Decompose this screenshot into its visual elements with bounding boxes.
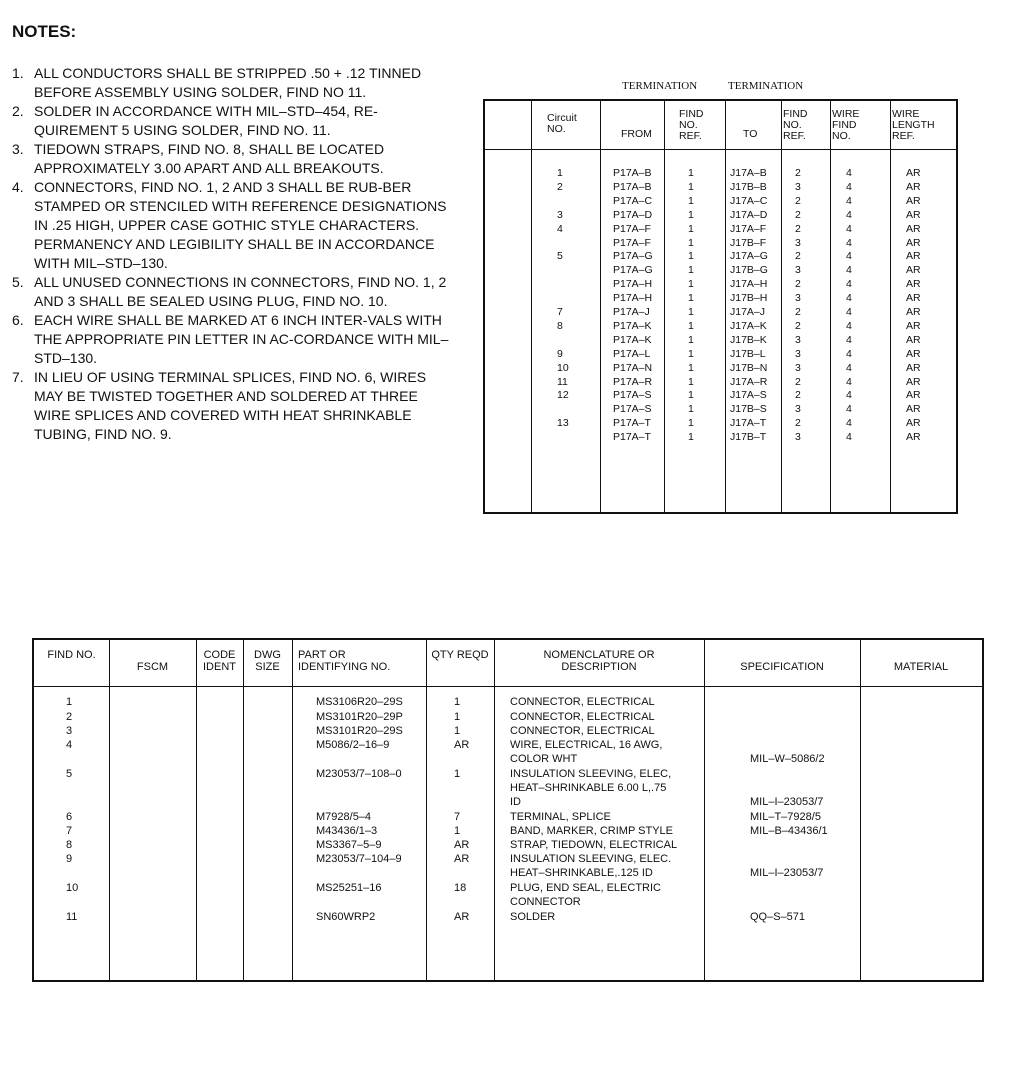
from-find-ref-cell: 1: [688, 375, 694, 388]
circuit-no-cell: 7: [557, 306, 563, 318]
circuit-no-cell: 8: [557, 319, 563, 332]
note-item: [12, 273, 452, 311]
from-find-ref-cell: 1: [688, 431, 694, 444]
part-no-cell: MS3101R20–29P: [316, 710, 403, 723]
to-cell: J17B–F: [730, 236, 767, 249]
to-find-ref-cell: 2: [795, 250, 801, 263]
specification-cell: MIL–I–23053/7: [750, 867, 824, 880]
wire-length-cell: AR: [906, 222, 921, 235]
to-cell: J17B–B: [730, 180, 767, 193]
wire-find-cell: 4: [846, 333, 852, 346]
description-cell: PLUG, END SEAL, ELECTRIC CONNECTOR: [510, 882, 661, 909]
specification-cell: QQ–S–571: [750, 911, 806, 923]
note-item: [12, 368, 452, 444]
from-find-ref-cell: 1: [688, 347, 694, 360]
from-find-ref-cell: 1: [688, 333, 694, 346]
to-cell: J17B–L: [730, 347, 766, 360]
find-no-cell: 3: [66, 725, 73, 737]
to-find-ref-cell: 2: [795, 306, 801, 318]
to-find-ref-cell: 3: [795, 333, 801, 346]
header-circuit-no: Circuit NO.: [547, 112, 577, 135]
to-cell: J17A–G: [730, 250, 768, 263]
header-qty: QTY REQD: [431, 649, 489, 661]
wire-find-cell: 4: [846, 389, 852, 402]
from-find-ref-cell: 1: [688, 278, 694, 291]
qty-cell: AR: [454, 911, 470, 923]
notes-title: NOTES:: [12, 22, 77, 41]
find-no-cell: 1: [66, 696, 73, 708]
header-to: TO: [743, 128, 758, 140]
from-cell: P17A–G: [613, 250, 653, 263]
to-cell: J17A–S: [730, 389, 767, 402]
to-cell: J17B–S: [730, 403, 767, 416]
to-find-ref-cell: 3: [795, 361, 801, 374]
part-no-cell: SN60WRP2: [316, 911, 376, 923]
part-no-cell: M7928/5–4: [316, 811, 372, 823]
qty-cell: AR: [454, 853, 470, 865]
part-no-cell: M23053/7–104–9: [316, 853, 402, 865]
from-cell: P17A–D: [613, 208, 653, 221]
header-find-no: FIND NO.: [47, 649, 96, 661]
circuit-no-cell: 10: [557, 361, 569, 374]
wire-find-cell: 4: [846, 347, 852, 360]
from-find-ref-cell: 1: [688, 180, 694, 193]
termination-to-label: TERMINATION: [728, 80, 804, 92]
circuit-table: [483, 99, 958, 514]
header-material: MATERIAL: [893, 661, 949, 673]
to-find-ref-cell: 2: [795, 194, 801, 207]
specification-cell: MIL–B–43436/1: [750, 825, 828, 837]
wire-find-cell: 4: [846, 236, 852, 249]
wire-find-cell: 4: [846, 431, 852, 444]
to-find-ref-cell: 3: [795, 431, 801, 444]
note-number: 1.: [12, 65, 24, 81]
circuit-no-cell: 12: [557, 389, 569, 402]
to-find-ref-cell: 2: [795, 417, 801, 430]
note-number: 6.: [12, 312, 24, 328]
circuit-no-cell: 3: [557, 208, 563, 221]
header-find-ref-from: FIND NO. REF.: [679, 108, 704, 142]
from-cell: P17A–H: [613, 292, 653, 305]
from-cell: P17A–S: [613, 403, 652, 416]
find-no-cell: 6: [66, 811, 73, 823]
description-cell: CONNECTOR, ELECTRICAL: [510, 710, 655, 723]
description-cell: INSULATION SLEEVING, ELEC, HEAT–SHRINKABLE 6.00 L,.75 ID: [510, 768, 672, 809]
part-no-cell: MS3367–5–9: [316, 839, 382, 851]
wire-find-cell: 4: [846, 167, 852, 179]
note-number: 7.: [12, 369, 24, 385]
wire-length-cell: AR: [906, 292, 921, 305]
header-fscm: FSCM: [136, 661, 169, 673]
from-cell: P17A–G: [613, 264, 653, 277]
header-code-ident: CODE IDENT: [203, 649, 236, 673]
wire-find-cell: 4: [846, 306, 852, 318]
from-cell: P17A–K: [613, 333, 652, 346]
from-find-ref-cell: 1: [688, 319, 694, 332]
wire-find-cell: 4: [846, 319, 852, 332]
circuit-no-cell: 11: [557, 375, 568, 388]
from-find-ref-cell: 1: [688, 264, 694, 277]
description-cell: TERMINAL, SPLICE: [510, 811, 611, 823]
to-find-ref-cell: 3: [795, 180, 801, 193]
wire-length-cell: AR: [906, 389, 921, 402]
find-no-cell: 4: [66, 739, 73, 751]
circuit-no-cell: 4: [557, 222, 563, 235]
to-find-ref-cell: 3: [795, 403, 801, 416]
note-text: TIEDOWN STRAPS, FIND NO. 8, SHALL BE LOCATED APPROXIMATELY 3.00 APART AND ALL BREAKOUTS.: [34, 141, 385, 176]
header-from: FROM: [621, 128, 652, 140]
note-item: [12, 140, 452, 178]
wire-length-cell: AR: [906, 180, 921, 193]
from-cell: P17A–F: [613, 222, 651, 235]
to-cell: J17B–G: [730, 264, 768, 277]
from-find-ref-cell: 1: [688, 403, 694, 416]
note-number: 5.: [12, 274, 24, 290]
wire-find-cell: 4: [846, 180, 852, 193]
description-cell: CONNECTOR, ELECTRICAL: [510, 725, 655, 737]
wire-length-cell: AR: [906, 167, 921, 179]
wire-find-cell: 4: [846, 417, 852, 430]
to-cell: J17A–F: [730, 222, 767, 235]
to-find-ref-cell: 3: [795, 264, 801, 277]
description-cell: SOLDER: [510, 911, 556, 923]
qty-cell: 1: [454, 696, 461, 708]
note-text: EACH WIRE SHALL BE MARKED AT 6 INCH INTER-VALS WITH THE APPROPRIATE PIN LETTER IN AC-CORDANCE WITH MIL–STD–130.: [34, 312, 449, 366]
from-cell: P17A–T: [613, 431, 651, 444]
wire-length-cell: AR: [906, 403, 921, 416]
part-no-cell: MS3101R20–29S: [316, 725, 403, 737]
from-find-ref-cell: 1: [688, 167, 694, 179]
wire-length-cell: AR: [906, 333, 921, 346]
wire-length-cell: AR: [906, 194, 921, 207]
to-find-ref-cell: 3: [795, 236, 801, 249]
to-cell: J17A–T: [730, 417, 767, 430]
note-text: ALL CONDUCTORS SHALL BE STRIPPED .50 + .12 TINNED BEFORE ASSEMBLY USING SOLDER, FIND NO 11.: [34, 65, 422, 100]
from-find-ref-cell: 1: [688, 389, 694, 402]
to-cell: J17A–H: [730, 278, 768, 291]
wire-length-cell: AR: [906, 250, 921, 263]
part-no-cell: M5086/2–16–9: [316, 739, 390, 751]
from-cell: P17A–F: [613, 236, 651, 249]
wire-find-cell: 4: [846, 250, 852, 263]
to-cell: J17B–H: [730, 292, 768, 305]
wire-find-cell: 4: [846, 292, 852, 305]
wire-find-cell: 4: [846, 375, 852, 388]
qty-cell: AR: [454, 739, 470, 751]
wire-length-cell: AR: [906, 208, 921, 221]
wire-find-cell: 4: [846, 278, 852, 291]
to-find-ref-cell: 3: [795, 292, 801, 305]
from-cell: P17A–L: [613, 347, 651, 360]
qty-cell: 1: [454, 710, 461, 723]
to-find-ref-cell: 2: [795, 389, 801, 402]
wire-length-cell: AR: [906, 319, 921, 332]
to-cell: J17A–J: [730, 306, 766, 318]
find-no-cell: 5: [66, 768, 73, 780]
header-dwg-size: DWG SIZE: [254, 649, 281, 673]
wire-find-cell: 4: [846, 264, 852, 277]
circuit-no-cell: 13: [557, 417, 569, 430]
wire-find-cell: 4: [846, 222, 852, 235]
description-cell: CONNECTOR, ELECTRICAL: [510, 696, 655, 708]
from-cell: P17A–B: [613, 167, 652, 179]
part-no-cell: M23053/7–108–0: [316, 768, 402, 780]
from-find-ref-cell: 1: [688, 236, 694, 249]
description-cell: BAND, MARKER, CRIMP STYLE: [510, 825, 673, 837]
from-cell: P17A–H: [613, 278, 653, 291]
termination-from-label: TERMINATION: [622, 80, 698, 92]
find-no-cell: 11: [66, 911, 78, 923]
wire-length-cell: AR: [906, 431, 921, 444]
to-find-ref-cell: 2: [795, 167, 801, 179]
part-no-cell: MS25251–16: [316, 882, 382, 894]
to-cell: J17A–R: [730, 375, 768, 388]
note-text: IN LIEU OF USING TERMINAL SPLICES, FIND NO. 6, WIRES MAY BE TWISTED TOGETHER AND SOLDERED AT THREE WIRE SPLICES AND COVERED WITH HEAT SHRINKABLE TUBING, FIND NO. 9.: [34, 369, 427, 442]
from-cell: P17A–T: [613, 417, 651, 430]
from-cell: P17A–R: [613, 375, 653, 388]
note-number: 2.: [12, 103, 24, 119]
from-find-ref-cell: 1: [688, 250, 694, 263]
circuit-no-cell: 1: [557, 167, 563, 179]
specification-cell: MIL–W–5086/2: [750, 753, 825, 766]
note-number: 4.: [12, 179, 24, 195]
wire-length-cell: AR: [906, 347, 921, 360]
wire-length-cell: AR: [906, 236, 921, 249]
from-find-ref-cell: 1: [688, 292, 694, 305]
wire-find-cell: 4: [846, 208, 852, 221]
note-text: ALL UNUSED CONNECTIONS IN CONNECTORS, FIND NO. 1, 2 AND 3 SHALL BE SEALED USING PLUG, FIND NO. 10.: [34, 274, 447, 309]
to-find-ref-cell: 2: [795, 208, 801, 221]
find-no-cell: 7: [66, 825, 73, 837]
parts-list-table: [32, 638, 984, 982]
find-no-cell: 9: [66, 853, 73, 865]
qty-cell: 1: [454, 768, 461, 780]
qty-cell: 7: [454, 811, 461, 823]
from-find-ref-cell: 1: [688, 306, 694, 318]
to-find-ref-cell: 3: [795, 347, 801, 360]
from-find-ref-cell: 1: [688, 361, 694, 374]
description-cell: INSULATION SLEEVING, ELEC. HEAT–SHRINKABLE,.125 ID: [510, 853, 672, 880]
from-cell: P17A–N: [613, 361, 653, 374]
to-cell: J17A–C: [730, 194, 768, 207]
note-item: [12, 102, 452, 140]
from-cell: P17A–J: [613, 306, 650, 318]
qty-cell: AR: [454, 839, 470, 851]
part-no-cell: MS3106R20–29S: [316, 696, 403, 708]
circuit-no-cell: 5: [557, 250, 563, 263]
note-item: [12, 64, 452, 102]
wire-length-cell: AR: [906, 361, 921, 374]
qty-cell: 1: [454, 725, 461, 737]
header-wire-find: WIRE FIND NO.: [832, 108, 860, 142]
wire-length-cell: AR: [906, 375, 921, 388]
header-find-ref-to: FIND NO. REF.: [783, 108, 808, 142]
to-cell: J17A–B: [730, 167, 767, 179]
header-wire-length: WIRE LENGTH REF.: [892, 108, 935, 142]
from-cell: P17A–K: [613, 319, 652, 332]
from-cell: P17A–B: [613, 180, 652, 193]
note-item: [12, 178, 452, 273]
to-cell: J17A–K: [730, 319, 767, 332]
wire-find-cell: 4: [846, 361, 852, 374]
to-find-ref-cell: 2: [795, 319, 801, 332]
part-no-cell: M43436/1–3: [316, 825, 378, 837]
wire-length-cell: AR: [906, 417, 921, 430]
from-find-ref-cell: 1: [688, 194, 694, 207]
wire-find-cell: 4: [846, 194, 852, 207]
note-item: [12, 311, 452, 368]
note-text: SOLDER IN ACCORDANCE WITH MIL–STD–454, RE-QUIREMENT 5 USING SOLDER, FIND NO. 11.: [34, 103, 378, 138]
qty-cell: 1: [454, 825, 461, 837]
qty-cell: 18: [454, 882, 467, 894]
circuit-no-cell: 2: [557, 180, 563, 193]
specification-cell: MIL–T–7928/5: [750, 811, 821, 823]
to-find-ref-cell: 2: [795, 222, 801, 235]
notes-list: [12, 64, 452, 444]
wire-find-cell: 4: [846, 403, 852, 416]
to-cell: J17B–T: [730, 431, 767, 444]
header-part-no: PART OR IDENTIFYING NO.: [298, 649, 391, 673]
to-find-ref-cell: 2: [795, 278, 801, 291]
circuit-no-cell: 9: [557, 347, 563, 360]
note-number: 3.: [12, 141, 24, 157]
description-cell: WIRE, ELECTRICAL, 16 AWG, COLOR WHT: [510, 739, 663, 766]
find-no-cell: 8: [66, 839, 73, 851]
description-cell: STRAP, TIEDOWN, ELECTRICAL: [510, 839, 678, 851]
note-text: CONNECTORS, FIND NO. 1, 2 AND 3 SHALL BE RUB-BER STAMPED OR STENCILED WITH REFERENCE DESIGNATIONS IN .25 HIGH, UPPER CASE GOTHIC STYLE CHARACTERS. PERMANENCY AND LEGIBILITY SHALL BE IN ACCORDANCE WITH MIL–STD–130.: [34, 179, 447, 271]
find-no-cell: 2: [66, 710, 73, 723]
from-find-ref-cell: 1: [688, 417, 694, 430]
from-cell: P17A–S: [613, 389, 652, 402]
wire-length-cell: AR: [906, 278, 921, 291]
to-cell: J17B–K: [730, 333, 767, 346]
find-no-cell: 10: [66, 882, 79, 894]
header-nomenclature: NOMENCLATURE OR DESCRIPTION: [543, 649, 655, 673]
specification-cell: MIL–I–23053/7: [750, 796, 824, 809]
from-find-ref-cell: 1: [688, 208, 694, 221]
to-cell: J17A–D: [730, 208, 768, 221]
to-cell: J17B–N: [730, 361, 768, 374]
to-find-ref-cell: 2: [795, 375, 801, 388]
header-specification: SPECIFICATION: [740, 661, 824, 673]
from-find-ref-cell: 1: [688, 222, 694, 235]
wire-length-cell: AR: [906, 264, 921, 277]
wire-length-cell: AR: [906, 306, 921, 318]
from-cell: P17A–C: [613, 194, 653, 207]
